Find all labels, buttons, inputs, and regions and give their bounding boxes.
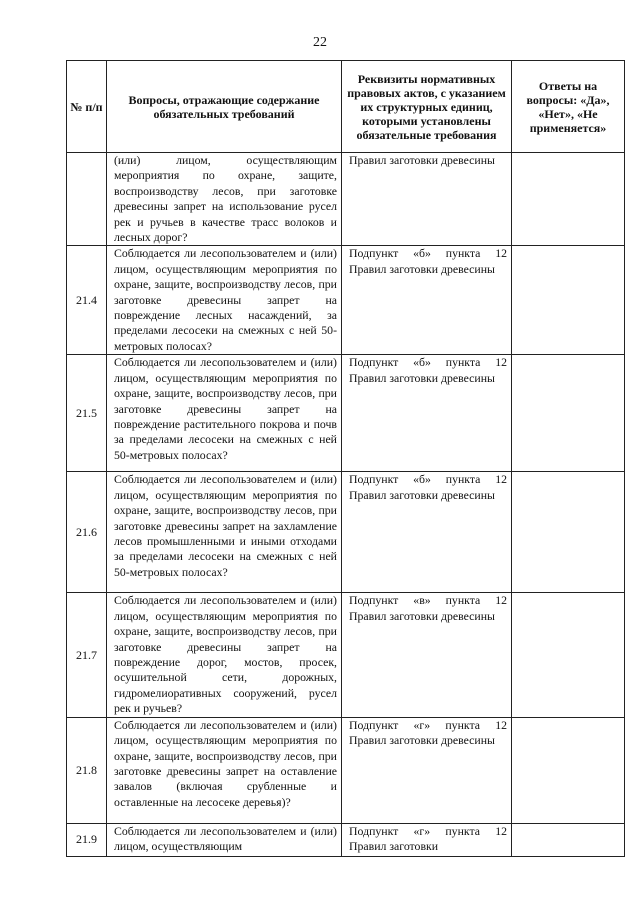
requirements-table xyxy=(66,60,625,857)
row-question: Соблюдается ли лесопользователем и (или) лицом, осуществляющим мероприятия по охране, защите, воспроизводству лесов, при заготовке древесины запрет на захламление лесов промышленными и иными отходами за пределами лесосеки на смежных с ней 50-метровых полосах? xyxy=(107,472,342,593)
row-answer xyxy=(512,472,625,593)
table-row xyxy=(67,593,625,717)
header-num: № п/п xyxy=(67,61,107,153)
row-answer xyxy=(512,246,625,355)
header-row xyxy=(67,61,625,153)
row-number: 21.4 xyxy=(67,246,107,355)
row-legal-act: Подпункт «б» пункта 12 Правил заготовки древесины xyxy=(342,355,512,472)
table-row xyxy=(67,246,625,355)
row-answer xyxy=(512,823,625,856)
row-legal-act: Подпункт «б» пункта 12 Правил заготовки древесины xyxy=(342,246,512,355)
table-row xyxy=(67,823,625,856)
row-legal-act: Подпункт «г» пункта 12 Правил заготовки xyxy=(342,823,512,856)
row-legal-act: Подпункт «в» пункта 12 Правил заготовки древесины xyxy=(342,593,512,717)
row-answer xyxy=(512,153,625,246)
row-number: 21.8 xyxy=(67,717,107,823)
header-questions: Вопросы, отражающие содержание обязательных требований xyxy=(107,61,342,153)
row-number xyxy=(67,153,107,246)
table-row xyxy=(67,355,625,472)
row-question: (или) лицом, осуществляющим мероприятия по охране, защите, воспроизводству лесов, при заготовке древесины запрет на использование русел рек и ручьев в качестве трасс волоков и лесных дорог? xyxy=(107,153,342,246)
row-answer xyxy=(512,355,625,472)
header-acts: Реквизиты нормативных правовых актов, с указанием их структурных единиц, которыми установлены обязательные требования xyxy=(342,61,512,153)
row-question: Соблюдается ли лесопользователем и (или) лицом, осуществляющим мероприятия по охране, защите, воспроизводству лесов, при заготовке древесины запрет на повреждение растительного покрова и почв за пределами лесосеки на смежных с ней 50-метровых полосах? xyxy=(107,355,342,472)
row-question: Соблюдается ли лесопользователем и (или) лицом, осуществляющим мероприятия по охране, защите, воспроизводству лесов, при заготовке древесины запрет на повреждение лесных насаждений, за пределами лесосеки на смежных с ней 50-метровых полосах? xyxy=(107,246,342,355)
row-number: 21.9 xyxy=(67,823,107,856)
row-legal-act: Правил заготовки древесины xyxy=(342,153,512,246)
row-legal-act: Подпункт «г» пункта 12 Правил заготовки древесины xyxy=(342,717,512,823)
row-legal-act: Подпункт «б» пункта 12 Правил заготовки древесины xyxy=(342,472,512,593)
row-number: 21.6 xyxy=(67,472,107,593)
row-question: Соблюдается ли лесопользователем и (или) лицом, осуществляющим мероприятия по охране, защите, воспроизводству лесов, при заготовке древесины запрет на повреждение дорог, мостов, просек, осушительной сети, дорожных, гидромелиоративных сооружений, русел рек и ручьев? xyxy=(107,593,342,717)
row-number: 21.7 xyxy=(67,593,107,717)
page-number: 22 xyxy=(313,35,327,50)
table-row xyxy=(67,472,625,593)
row-question: Соблюдается ли лесопользователем и (или) лицом, осуществляющим xyxy=(107,823,342,856)
row-answer xyxy=(512,593,625,717)
row-question: Соблюдается ли лесопользователем и (или) лицом, осуществляющим мероприятия по охране, защите, воспроизводству лесов, при заготовке древесины запрет на оставление завалов (включая срубленные и оставленные на лесосеке деревья)? xyxy=(107,717,342,823)
table-row xyxy=(67,717,625,823)
table-row xyxy=(67,153,625,246)
row-number: 21.5 xyxy=(67,355,107,472)
row-answer xyxy=(512,717,625,823)
header-answers: Ответы на вопросы: «Да», «Нет», «Не применяется» xyxy=(512,61,625,153)
